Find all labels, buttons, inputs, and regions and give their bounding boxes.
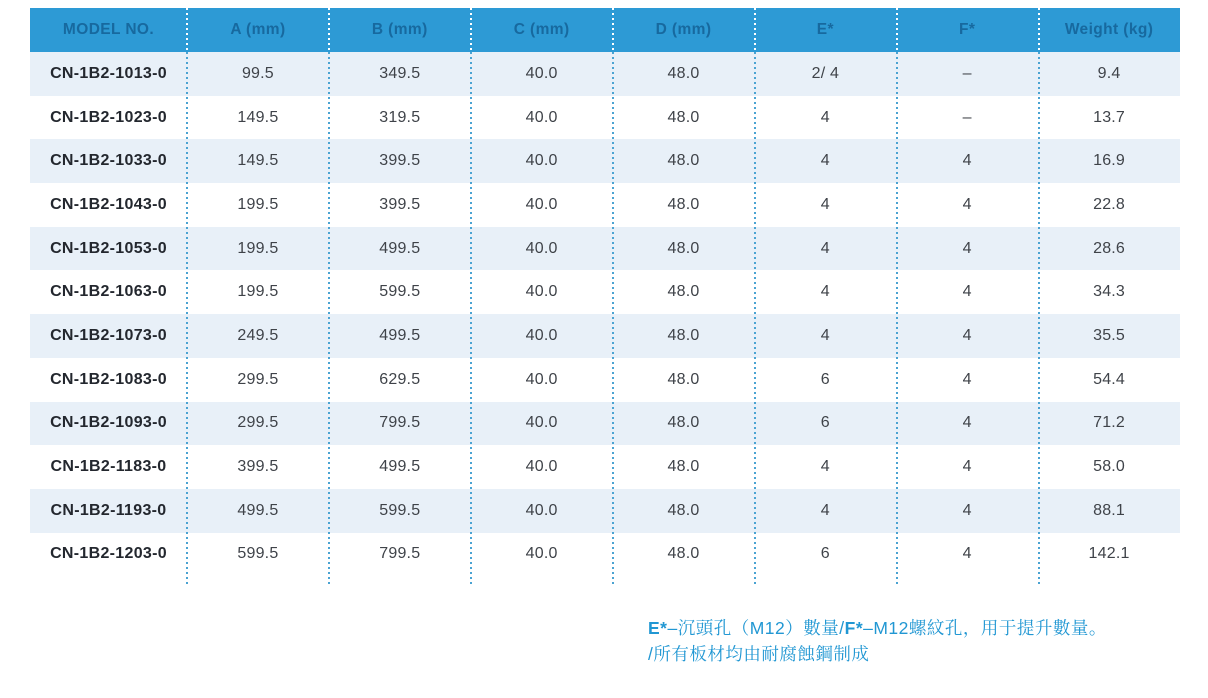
value-cell-b: 399.5 — [379, 195, 421, 213]
value-cell-c: 40.0 — [525, 370, 558, 388]
value-cell-d: 48.0 — [667, 370, 700, 388]
value-cell-f: – — [962, 64, 972, 82]
value-cell-a: 399.5 — [237, 458, 279, 476]
value-cell-c: 40.0 — [525, 195, 558, 213]
value-cell-f: 4 — [962, 283, 972, 301]
value-cell-weight: 71.2 — [1093, 414, 1126, 432]
value-cell-weight: 58.0 — [1093, 458, 1126, 476]
table-row — [30, 358, 1180, 402]
value-cell-weight: 22.8 — [1093, 195, 1126, 213]
header-f-star: F* — [959, 21, 976, 38]
table-row — [30, 183, 1180, 227]
value-cell-e: 6 — [820, 370, 830, 388]
value-cell-a: 299.5 — [237, 370, 279, 388]
value-cell-f: 4 — [962, 326, 972, 344]
value-cell-f: 4 — [962, 414, 972, 432]
value-cell-c: 40.0 — [525, 108, 558, 126]
value-cell-b: 499.5 — [379, 458, 421, 476]
value-cell-a: 499.5 — [237, 501, 279, 519]
value-cell-c: 40.0 — [525, 64, 558, 82]
model-cell: CN-1B2-1043-0 — [50, 195, 167, 213]
value-cell-e: 4 — [820, 239, 830, 257]
model-cell: CN-1B2-1063-0 — [50, 283, 167, 301]
value-cell-f: 4 — [962, 370, 972, 388]
table-row — [30, 314, 1180, 358]
footnote-line-1 — [648, 615, 1208, 641]
value-cell-a: 149.5 — [237, 108, 279, 126]
value-cell-c: 40.0 — [525, 152, 558, 170]
value-cell-b: 799.5 — [379, 414, 421, 432]
value-cell-b: 349.5 — [379, 64, 421, 82]
value-cell-d: 48.0 — [667, 414, 700, 432]
value-cell-weight: 142.1 — [1088, 545, 1130, 563]
value-cell-weight: 13.7 — [1093, 108, 1126, 126]
value-cell-a: 199.5 — [237, 283, 279, 301]
value-cell-d: 48.0 — [667, 64, 700, 82]
value-cell-c: 40.0 — [525, 501, 558, 519]
model-cell: CN-1B2-1053-0 — [50, 239, 167, 257]
model-cell: CN-1B2-1013-0 — [50, 64, 167, 82]
value-cell-a: 99.5 — [241, 64, 274, 82]
model-cell: CN-1B2-1023-0 — [50, 108, 167, 126]
value-cell-d: 48.0 — [667, 326, 700, 344]
value-cell-f: 4 — [962, 195, 972, 213]
value-cell-weight: 34.3 — [1093, 283, 1126, 301]
table-row — [30, 489, 1180, 533]
header-e-star: E* — [816, 21, 834, 38]
value-cell-e: 4 — [820, 283, 830, 301]
value-cell-d: 48.0 — [667, 458, 700, 476]
value-cell-d: 48.0 — [667, 239, 700, 257]
value-cell-b: 319.5 — [379, 108, 421, 126]
value-cell-f: 4 — [962, 458, 972, 476]
value-cell-d: 48.0 — [667, 545, 700, 563]
model-cell: CN-1B2-1073-0 — [50, 326, 167, 344]
table-row — [30, 52, 1180, 96]
value-cell-e: 4 — [820, 458, 830, 476]
header-a-mm: A (mm) — [230, 21, 286, 38]
value-cell-weight: 28.6 — [1093, 239, 1126, 257]
value-cell-f: 4 — [962, 545, 972, 563]
value-cell-f: 4 — [962, 239, 972, 257]
header-model-no: MODEL NO. — [62, 21, 155, 38]
value-cell-e: 4 — [820, 501, 830, 519]
header-d-mm: D (mm) — [655, 21, 712, 38]
value-cell-e: 4 — [820, 195, 830, 213]
value-cell-a: 299.5 — [237, 414, 279, 432]
value-cell-b: 629.5 — [379, 370, 421, 388]
value-cell-a: 249.5 — [237, 326, 279, 344]
value-cell-c: 40.0 — [525, 414, 558, 432]
value-cell-b: 599.5 — [379, 501, 421, 519]
model-cell: CN-1B2-1083-0 — [50, 370, 167, 388]
value-cell-f: 4 — [962, 152, 972, 170]
model-cell: CN-1B2-1193-0 — [50, 501, 167, 519]
value-cell-a: 199.5 — [237, 195, 279, 213]
header-c-mm: C (mm) — [513, 21, 570, 38]
value-cell-d: 48.0 — [667, 283, 700, 301]
value-cell-weight: 16.9 — [1093, 152, 1126, 170]
value-cell-b: 399.5 — [379, 152, 421, 170]
value-cell-a: 599.5 — [237, 545, 279, 563]
table-row — [30, 533, 1180, 577]
footnote-e-text: –沉頭孔（M12）數量/ — [667, 618, 845, 638]
footnote — [648, 615, 1208, 667]
value-cell-weight: 35.5 — [1093, 326, 1126, 344]
value-cell-d: 48.0 — [667, 152, 700, 170]
table-row — [30, 227, 1180, 271]
table-header-row — [30, 8, 1180, 52]
value-cell-a: 199.5 — [237, 239, 279, 257]
value-cell-e: 6 — [820, 414, 830, 432]
table-row — [30, 402, 1180, 446]
value-cell-c: 40.0 — [525, 458, 558, 476]
value-cell-weight: 54.4 — [1093, 370, 1126, 388]
table-row — [30, 139, 1180, 183]
value-cell-weight: 88.1 — [1093, 501, 1126, 519]
value-cell-c: 40.0 — [525, 326, 558, 344]
footnote-e-label: E* — [648, 618, 668, 638]
header-weight-kg: Weight (kg) — [1064, 21, 1154, 38]
table-body — [30, 52, 1180, 576]
value-cell-d: 48.0 — [667, 108, 700, 126]
spec-table — [30, 8, 1180, 576]
value-cell-e: 4 — [820, 326, 830, 344]
value-cell-weight: 9.4 — [1097, 64, 1121, 82]
value-cell-d: 48.0 — [667, 501, 700, 519]
model-cell: CN-1B2-1093-0 — [50, 414, 167, 432]
table-row — [30, 96, 1180, 140]
value-cell-e: 4 — [820, 108, 830, 126]
value-cell-b: 499.5 — [379, 326, 421, 344]
header-b-mm: B (mm) — [371, 21, 428, 38]
value-cell-b: 499.5 — [379, 239, 421, 257]
value-cell-c: 40.0 — [525, 239, 558, 257]
table-row — [30, 445, 1180, 489]
value-cell-a: 149.5 — [237, 152, 279, 170]
value-cell-e: 6 — [820, 545, 830, 563]
value-cell-e: 4 — [820, 152, 830, 170]
value-cell-f: 4 — [962, 501, 972, 519]
model-cell: CN-1B2-1183-0 — [50, 458, 167, 476]
value-cell-c: 40.0 — [525, 283, 558, 301]
value-cell-c: 40.0 — [525, 545, 558, 563]
footnote-f-text: –M12螺紋孔，用于提升數量。 — [863, 618, 1107, 638]
model-cell: CN-1B2-1033-0 — [50, 152, 167, 170]
model-cell: CN-1B2-1203-0 — [50, 545, 167, 563]
footnote-line-2: /所有板材均由耐腐蝕鋼制成 — [648, 644, 870, 664]
table-row — [30, 270, 1180, 314]
footnote-f-label: F* — [844, 618, 864, 638]
value-cell-b: 599.5 — [379, 283, 421, 301]
value-cell-e: 2/ 4 — [811, 64, 840, 82]
value-cell-f: – — [962, 108, 972, 126]
value-cell-d: 48.0 — [667, 195, 700, 213]
value-cell-b: 799.5 — [379, 545, 421, 563]
